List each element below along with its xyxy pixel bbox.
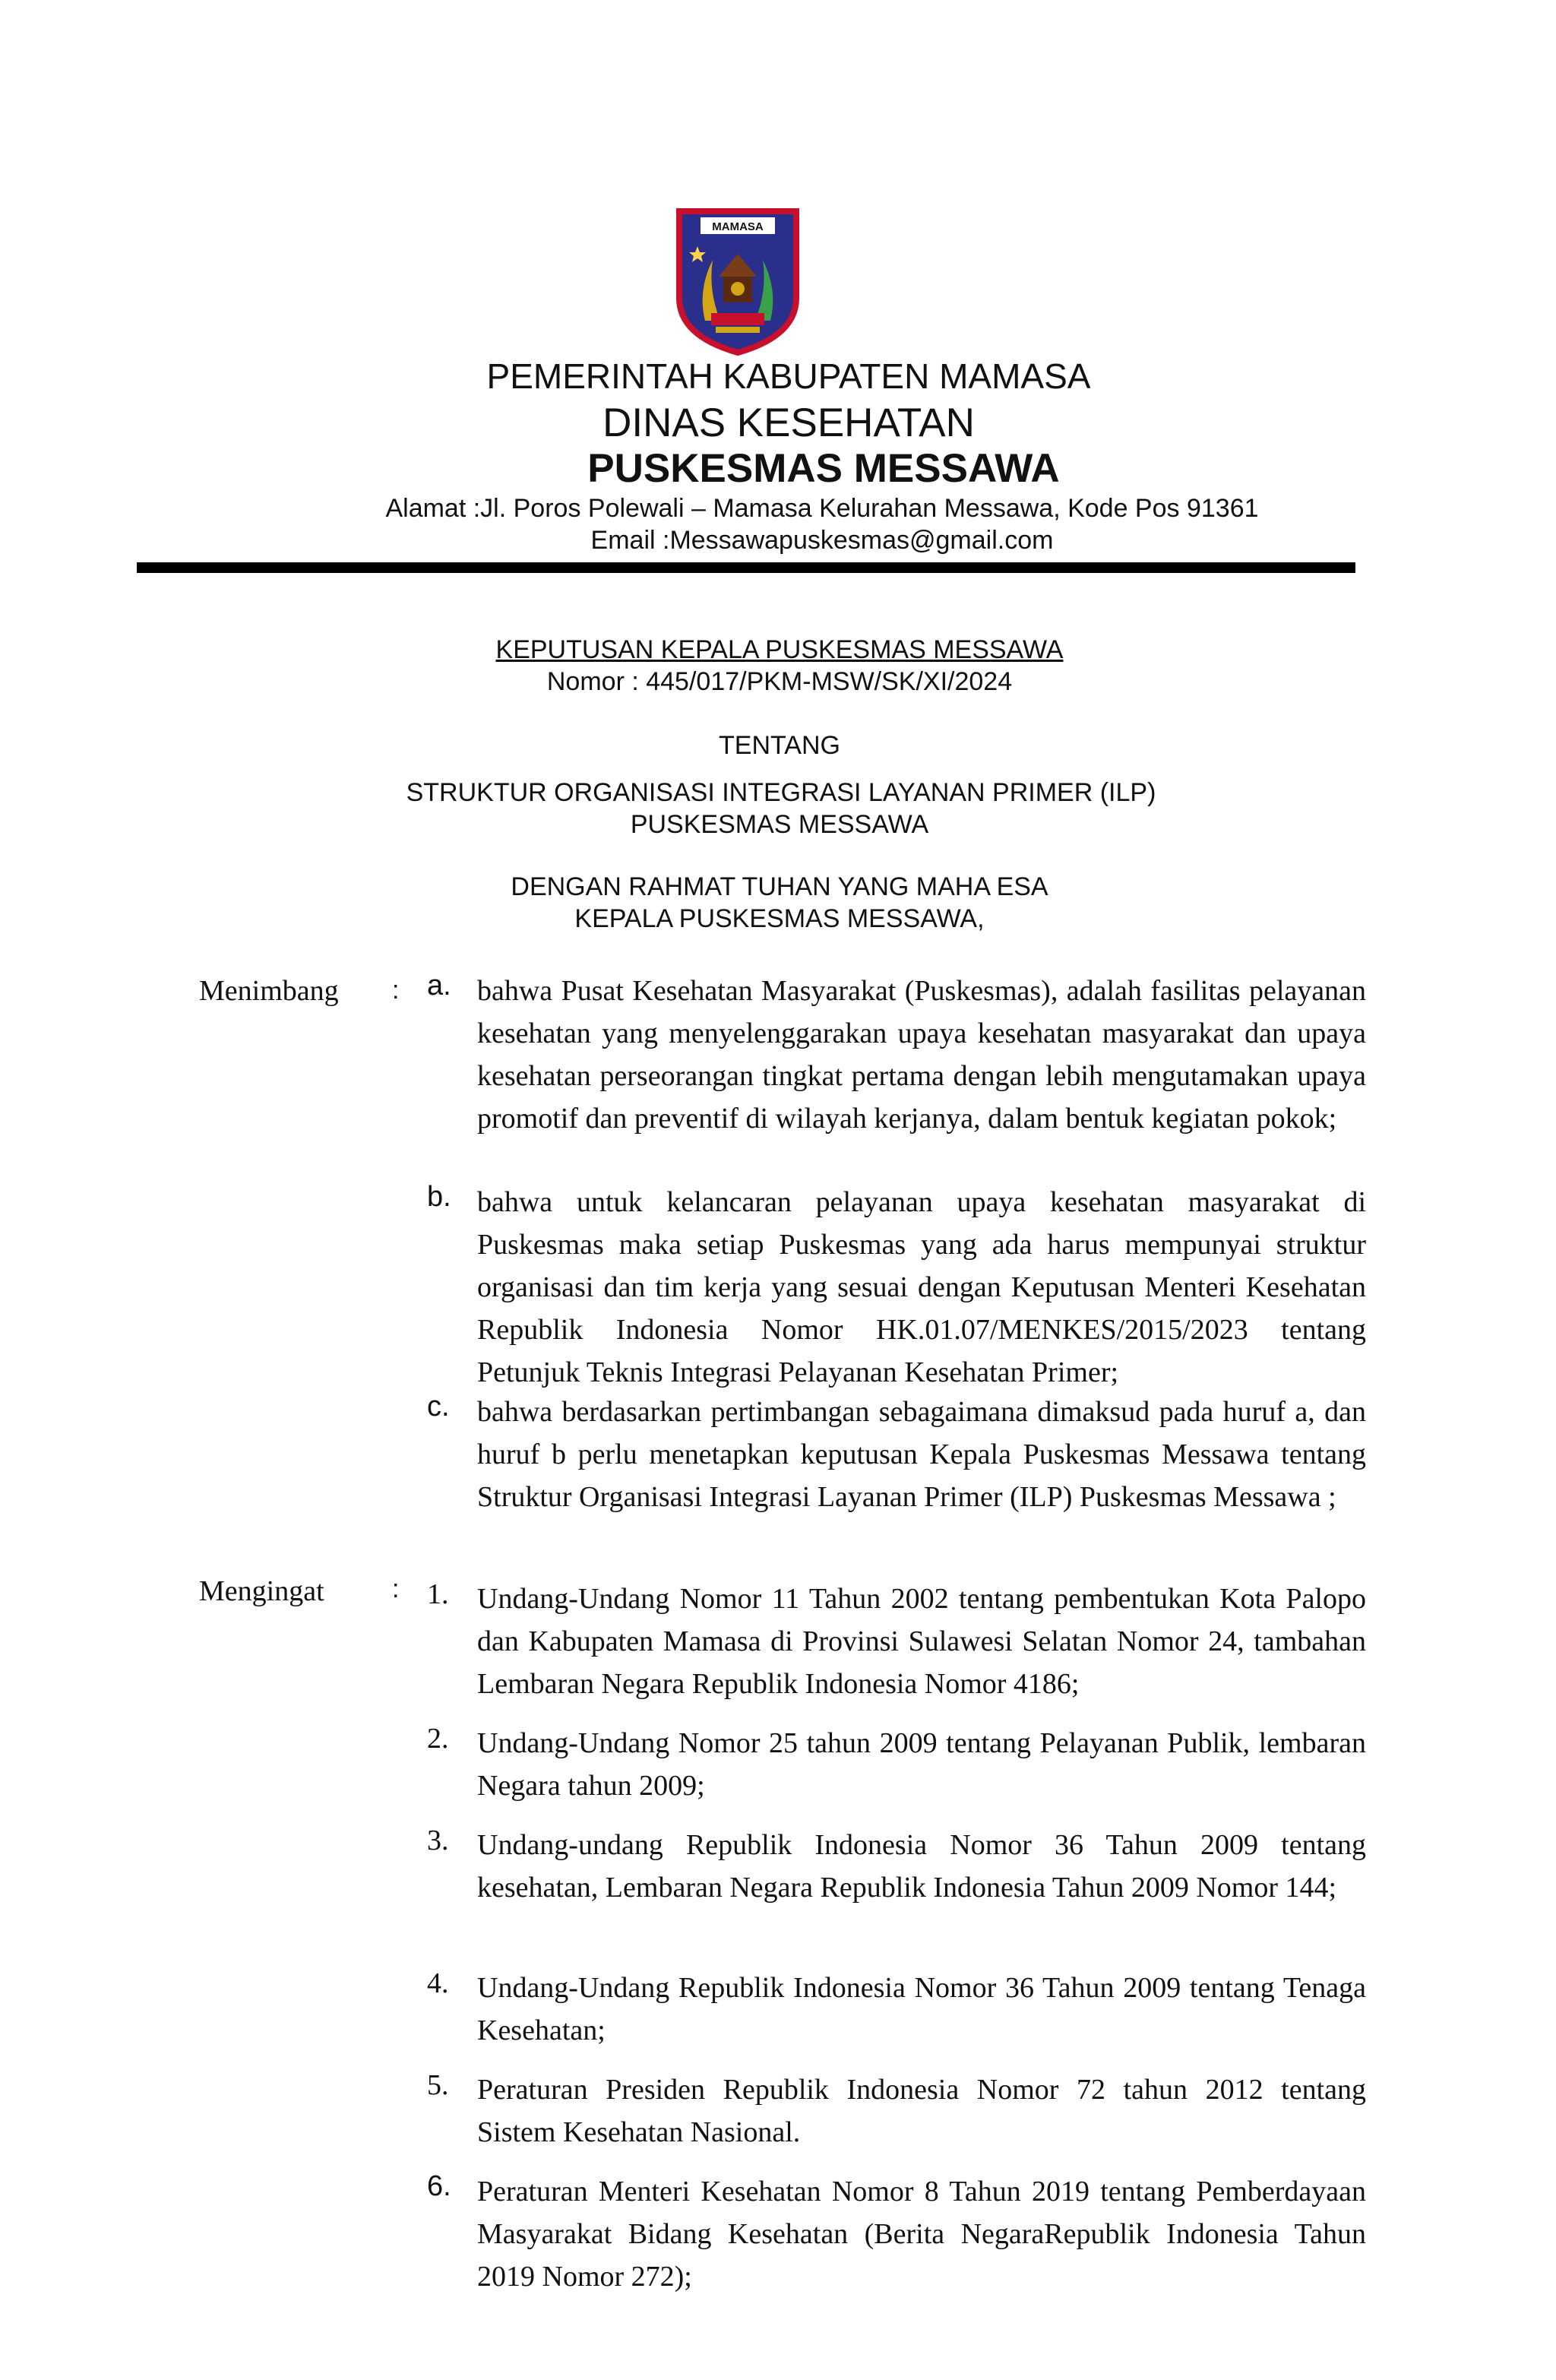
puskesmas-name: PUSKESMAS MESSAWA [587, 446, 1060, 491]
svg-text:MAMASA: MAMASA [712, 220, 764, 233]
item-marker: a. [427, 970, 451, 1002]
decision-title: KEPUTUSAN KEPALA PUSKESMAS MESSAWA [495, 635, 1064, 664]
menimbang-item [427, 1181, 1366, 1394]
mengingat-item [427, 1967, 1366, 2052]
subject-line-2: PUSKESMAS MESSAWA [630, 810, 929, 839]
address-line: Alamat :Jl. Poros Polewali – Mamasa Kelurahan Messawa, Kode Pos 91361 [385, 494, 1259, 523]
item-marker: 1. [427, 1578, 449, 1610]
mengingat-colon: : [392, 1575, 400, 1603]
menimbang-colon: : [392, 976, 400, 1005]
item-text: bahwa Pusat Kesehatan Masyarakat (Puskesmas), adalah fasilitas pelayanan kesehatan yang menyelenggarakan upaya kesehatan masyarakat dan upaya kesehatan perseorangan tingkat pertama dengan lebih mengutamakan upaya promotif dan preventif di wilayah kerjanya, dalam bentuk kegiatan pokok; [477, 975, 1366, 1135]
decision-number: Nomor : 445/017/PKM-MSW/SK/XI/2024 [546, 667, 1013, 696]
menimbang-item [427, 1391, 1366, 1518]
mengingat-item [427, 1824, 1366, 1909]
item-marker: 2. [427, 1723, 449, 1755]
email-line: Email :Messawapuskesmas@gmail.com [590, 526, 1054, 555]
government-name: PEMERINTAH KABUPATEN MAMASA [486, 356, 1091, 396]
item-text: Undang-Undang Republik Indonesia Nomor 36 Tahun 2009 tentang Tenaga Kesehatan; [477, 1972, 1366, 2046]
subject-line-1: STRUKTUR ORGANISASI INTEGRASI LAYANAN PRIMER (ILP) [406, 778, 1156, 807]
about-heading: TENTANG [719, 731, 840, 760]
item-text: Peraturan Presiden Republik Indonesia Nomor 72 tahun 2012 tentang Sistem Kesehatan Nasional. [477, 2074, 1366, 2148]
item-marker: b. [427, 1181, 451, 1213]
mengingat-item [427, 1722, 1366, 1807]
item-marker: c. [427, 1391, 450, 1423]
letterhead-divider [137, 562, 1355, 573]
item-marker: 4. [427, 1967, 449, 1999]
item-text: Undang-Undang Nomor 11 Tahun 2002 tentang pembentukan Kota Palopo dan Kabupaten Mamasa di Provinsi Sulawesi Selatan Nomor 24, tambahan Lembaran Negara Republik Indonesia Nomor 4186; [477, 1583, 1366, 1700]
item-text: bahwa untuk kelancaran pelayanan upaya kesehatan masyarakat di Puskesmas maka setiap Puskesmas yang ada harus mempunyai struktur organisasi dan tim kerja yang sesuai dengan Keputusan Menteri Kesehatan Republik Indonesia Nomor HK.01.07/MENKES/2015/2023 tentang Petunjuk Teknis Integrasi Pelayanan Kesehatan Primer; [477, 1186, 1366, 1388]
menimbang-label: Menimbang [199, 975, 339, 1007]
item-text: Undang-Undang Nomor 25 tahun 2009 tentang Pelayanan Publik, lembaran Negara tahun 2009; [477, 1727, 1366, 1802]
department-name: DINAS KESEHATAN [602, 400, 975, 445]
head-line: KEPALA PUSKESMAS MESSAWA, [574, 904, 985, 933]
item-text: Undang-undang Republik Indonesia Nomor 36 Tahun 2009 tentang kesehatan, Lembaran Negara Republik Indonesia Tahun 2009 Nomor 144; [477, 1829, 1366, 1904]
item-marker: 3. [427, 1825, 449, 1856]
mengingat-item [427, 2068, 1366, 2154]
mamasa-regency-emblem-logo [675, 207, 801, 356]
item-text: Peraturan Menteri Kesehatan Nomor 8 Tahun 2019 tentang Pemberdayaan Masyarakat Bidang Kesehatan (Berita NegaraRepublik Indonesia Tahun 2019 Nomor 272); [477, 2176, 1366, 2293]
mengingat-label: Mengingat [199, 1575, 324, 1607]
item-marker: 5. [427, 2069, 449, 2101]
grace-line: DENGAN RAHMAT TUHAN YANG MAHA ESA [511, 872, 1048, 901]
mengingat-item [427, 1578, 1366, 1705]
item-text: bahwa berdasarkan pertimbangan sebagaimana dimaksud pada huruf a, dan huruf b perlu menetapkan keputusan Kepala Puskesmas Messawa tentang Struktur Organisasi Integrasi Layanan Primer (ILP) Puskesmas Messawa ; [477, 1396, 1366, 1513]
mengingat-item [427, 2170, 1366, 2298]
menimbang-item [427, 970, 1366, 1140]
item-marker: 6. [427, 2170, 451, 2202]
